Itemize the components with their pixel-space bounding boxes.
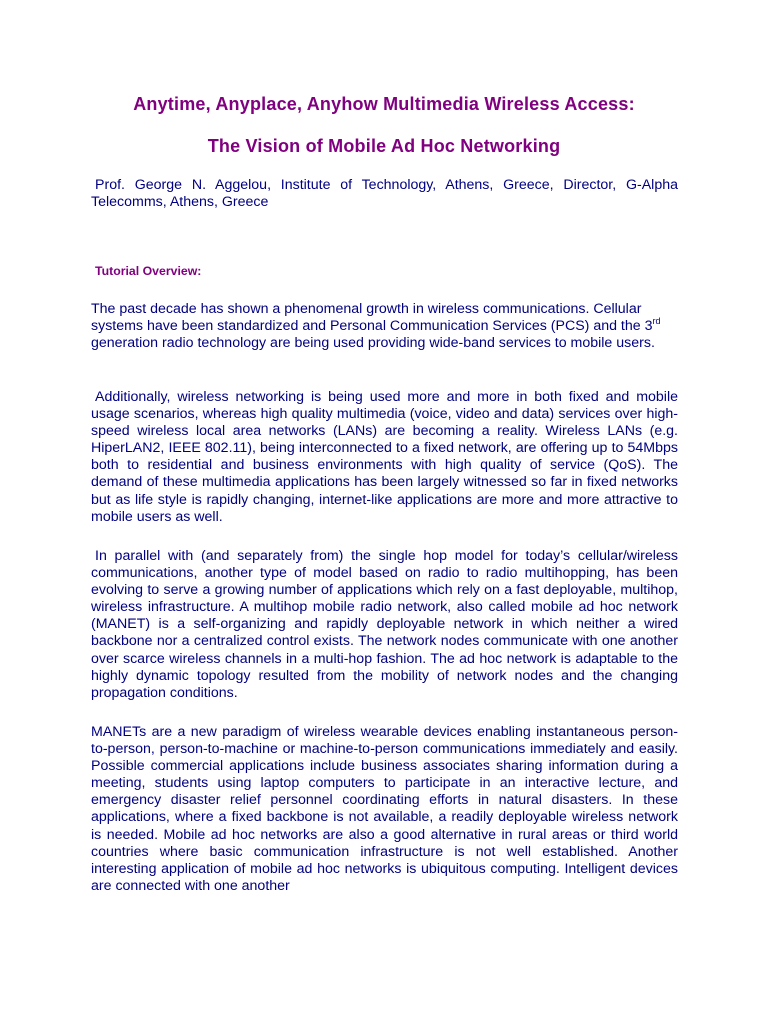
paragraph-1-text-b: generation radio technology are being used providing wide-band services to mobile users.: [91, 335, 655, 352]
section-heading: Tutorial Overview:: [95, 264, 202, 278]
paragraph-1-superscript: rd: [652, 316, 661, 327]
document-title-line-1: Anytime, Anyplace, Anyhow Multimedia Wireless Access:: [133, 94, 635, 114]
document-title-line-2: The Vision of Mobile Ad Hoc Networking: [207, 136, 561, 156]
paragraph-1: [91, 301, 678, 352]
author-affiliation: Prof. George N. Aggelou, Institute of Technology, Athens, Greece, Director, G-Alpha Telecomms, Athens, Greece: [91, 177, 678, 211]
paragraph-3: In parallel with (and separately from) the single hop model for today’s cellular/wireless communications, another type of model based on radio to radio multihopping, has been evolving to serve a growing number of applications which rely on a fast deployable, multihop, wireless infrastructure. A multihop mobile radio network, also called mobile ad hoc network (MANET) is a self-organizing and rapidly deployable network in which neither a wired backbone nor a centralized control exists. The network nodes communicate with one another over scarce wireless channels in a multi-hop fashion. The ad hoc network is adaptable to the highly dynamic topology resulted from the mobility of network nodes and the changing propagation conditions.: [91, 548, 678, 701]
paragraph-2: Additionally, wireless networking is being used more and more in both fixed and mobile usage scenarios, whereas high quality multimedia (voice, video and data) services over high-speed wireless local area networks (LANs) are becoming a reality. Wireless LANs (e.g. HiperLAN2, IEEE 802.11), being interconnected to a fixed network, are offering up to 54Mbps both to residential and business environments with high quality of service (QoS). The demand of these multimedia applications has been largely witnessed so far in fixed networks but as life style is rapidly changing, internet-like applications are more and more attractive to mobile users as well.: [91, 389, 678, 525]
paragraph-1-text-a: The past decade has shown a phenomenal growth in wireless communications. Cellular systems have been standardized and Personal Communication Services (PCS) and the 3: [91, 301, 653, 335]
paragraph-4: MANETs are a new paradigm of wireless wearable devices enabling instantaneous person-to-person, person-to-machine or machine-to-person communications immediately and easily. Possible commercial applications include business associates sharing information during a meeting, students using laptop computers to participate in an interactive lecture, and emergency disaster relief personnel coordinating efforts in natural disasters. In these applications, where a fixed backbone is not available, a readily deployable wireless network is needed. Mobile ad hoc networks are also a good alternative in rural areas or third world countries where basic communication infrastructure is not well established. Another interesting application of mobile ad hoc networks is ubiquitous computing. Intelligent devices are connected with one another: [91, 724, 678, 894]
